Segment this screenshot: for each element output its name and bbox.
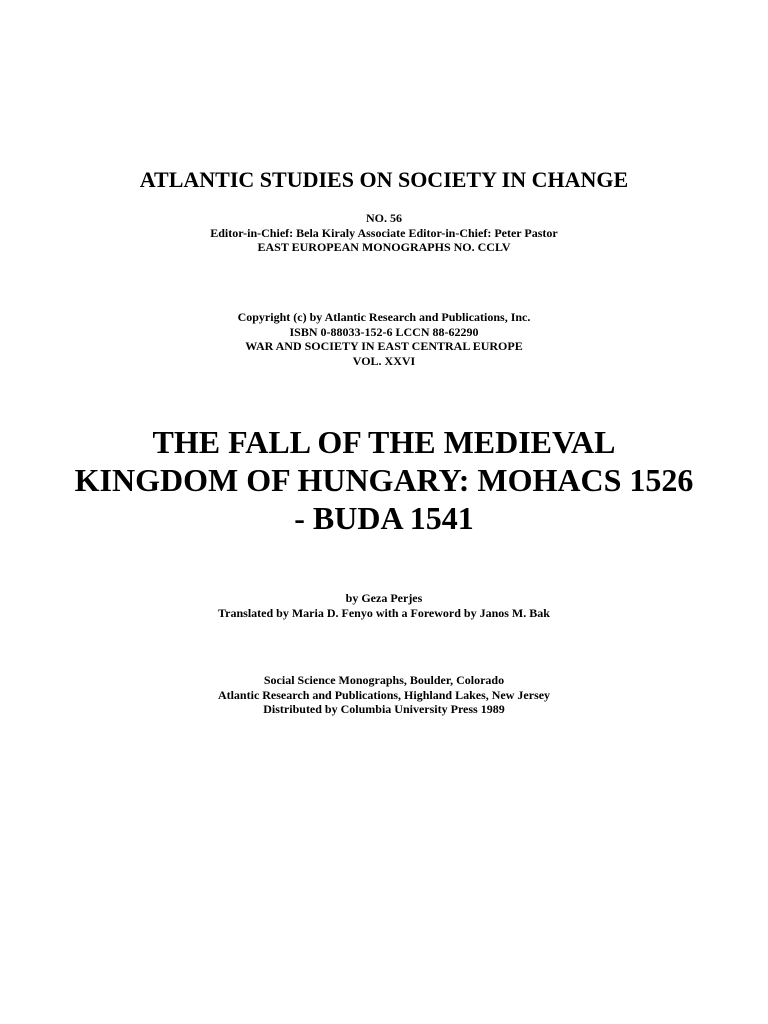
series-title-block: [0, 166, 768, 194]
subseries-title: WAR AND SOCIETY IN EAST CENTRAL EUROPE: [245, 339, 523, 353]
monograph-series: EAST EUROPEAN MONOGRAPHS NO. CCLV: [257, 240, 511, 254]
translation-credit: Translated by Maria D. Fenyo with a Foreword by Janos M. Bak: [218, 605, 550, 620]
book-title-line-2: KINGDOM OF HUNGARY: MOHACS 1526: [74, 462, 694, 498]
publisher-line-2: Atlantic Research and Publications, Highland Lakes, New Jersey: [217, 687, 551, 702]
book-title-line-1: THE FALL OF THE MEDIEVAL: [152, 424, 616, 460]
series-editors: Editor-in-Chief: Bela Kiraly Associate Editor-in-Chief: Peter Pastor: [210, 225, 558, 240]
author: by Geza Perjes: [345, 591, 423, 605]
copyright-notice: Copyright (c) by Atlantic Research and Publications, Inc.: [237, 310, 531, 324]
publisher-line-1: Social Science Monographs, Boulder, Colorado: [263, 673, 505, 687]
book-title-block: [0, 423, 768, 537]
publisher-line-3: Distributed by Columbia University Press 1989: [263, 702, 505, 716]
series-number: NO. 56: [366, 211, 402, 225]
series-info-block: [0, 211, 768, 255]
book-title-line-3: - BUDA 1541: [294, 500, 474, 536]
author-block: [0, 591, 768, 620]
copyright-block: [0, 310, 768, 368]
publisher-block: [0, 673, 768, 717]
volume-number: VOL. XXVI: [352, 353, 416, 368]
isbn-lccn: ISBN 0-88033-152-6 LCCN 88-62290: [289, 324, 479, 339]
series-title: ATLANTIC STUDIES ON SOCIETY IN CHANGE: [139, 167, 629, 192]
